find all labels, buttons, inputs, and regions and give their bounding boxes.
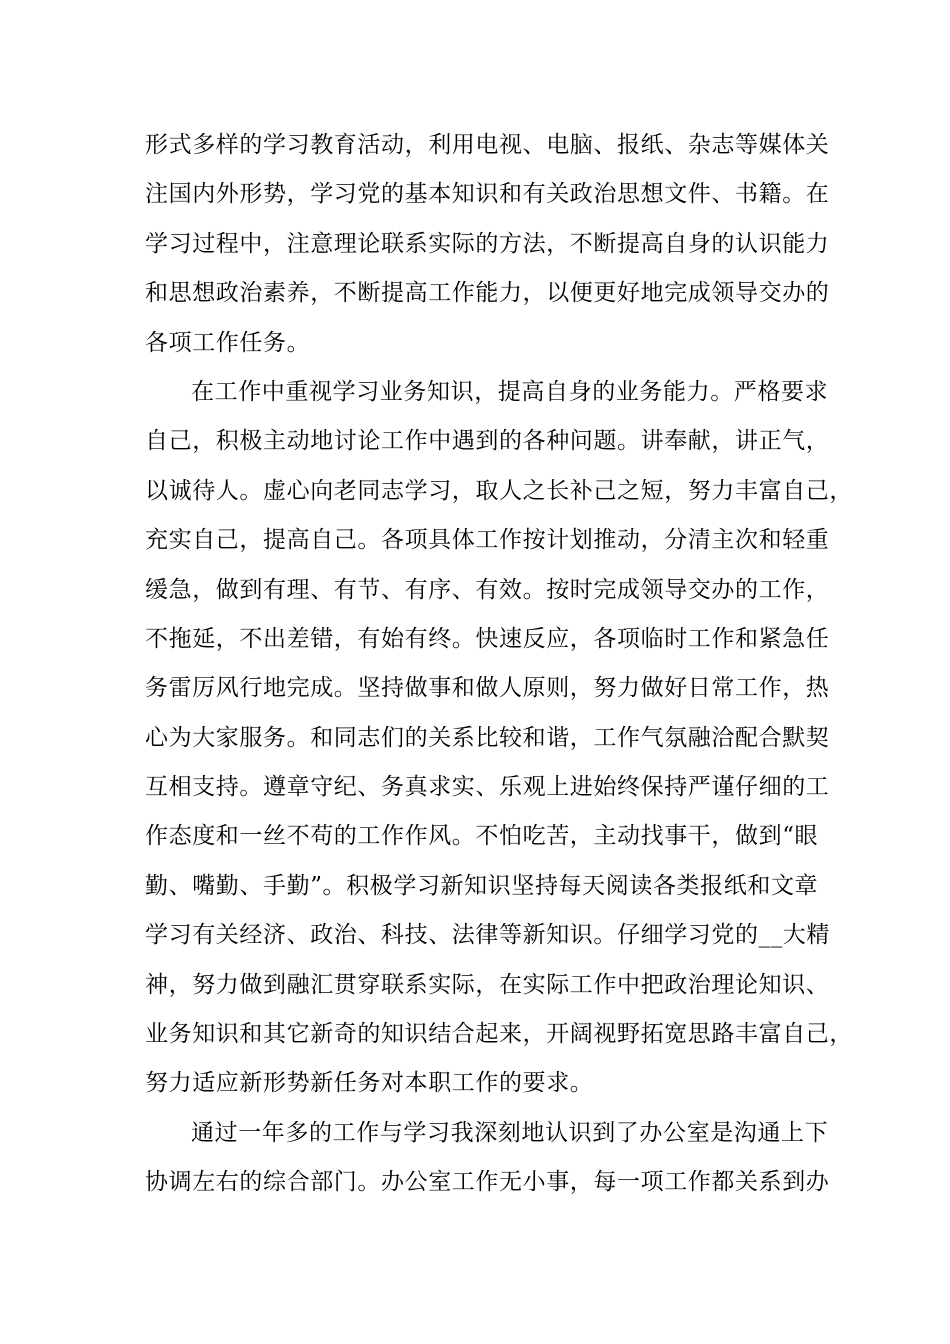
text-line: 和思想政治素养，不断提高工作能力，以便更好地完成领导交办的 [145, 280, 830, 307]
text-line: 学习有关经济、政治、科技、法律等新知识。仔细学习党的__大精 [145, 922, 830, 949]
paragraph-first-line: 通过一年多的工作与学习我深刻地认识到了办公室是沟通上下 [191, 1119, 829, 1146]
text-line: 勤、嘴勤、手勤”。积极学习新知识坚持每天阅读各类报纸和文章 [145, 872, 819, 899]
text-line: 互相支持。遵章守纪、务真求实、乐观上进始终保持严谨仔细的工 [145, 774, 830, 801]
text-line: 形式多样的学习教育活动，利用电视、电脑、报纸、杂志等媒体关 [145, 132, 830, 158]
text-line: 不拖延，不出差错，有始有终。快速反应，各项临时工作和紧急任 [145, 625, 830, 652]
text-line: 各项工作任务。 [145, 329, 311, 356]
body-text [145, 128, 853, 1215]
text-line: 努力适应新形势新任务对本职工作的要求。 [145, 1070, 594, 1097]
text-line: 务雷厉风行地完成。坚持做事和做人原则，努力做好日常工作，热 [145, 675, 830, 702]
text-line: 协调左右的综合部门。办公室工作无小事，每一项工作都关系到办 [145, 1169, 830, 1196]
text-line: 缓急，做到有理、有节、有序、有效。按时完成领导交办的工作， [145, 576, 830, 603]
text-line: 心为大家服务。和同志们的关系比较和谐，工作气氛融洽配合默契 [145, 724, 830, 751]
text-line: 业务知识和其它新奇的知识结合起来，开阔视野拓宽思路丰富自己， [145, 1021, 853, 1048]
text-line: 学习过程中，注意理论联系实际的方法，不断提高自身的认识能力 [145, 230, 830, 257]
text-line: 充实自己，提高自己。各项具体工作按计划推动，分清主次和轻重 [145, 527, 830, 554]
text-line: 自己，积极主动地讨论工作中遇到的各种问题。讲奉献，讲正气， [145, 428, 830, 455]
paragraph-first-line: 在工作中重视学习业务知识，提高自身的业务能力。严格要求 [191, 378, 829, 405]
text-line: 作态度和一丝不苟的工作作风。不怕吃苦，主动找事干，做到“眼 [145, 823, 819, 850]
text-line: 神，努力做到融汇贯穿联系实际，在实际工作中把政治理论知识、 [145, 971, 830, 998]
text-line: 注国内外形势，学习党的基本知识和有关政治思想文件、书籍。在 [145, 181, 830, 208]
text-line: 以诚待人。虚心向老同志学习，取人之长补己之短，努力丰富自己， [145, 477, 853, 504]
